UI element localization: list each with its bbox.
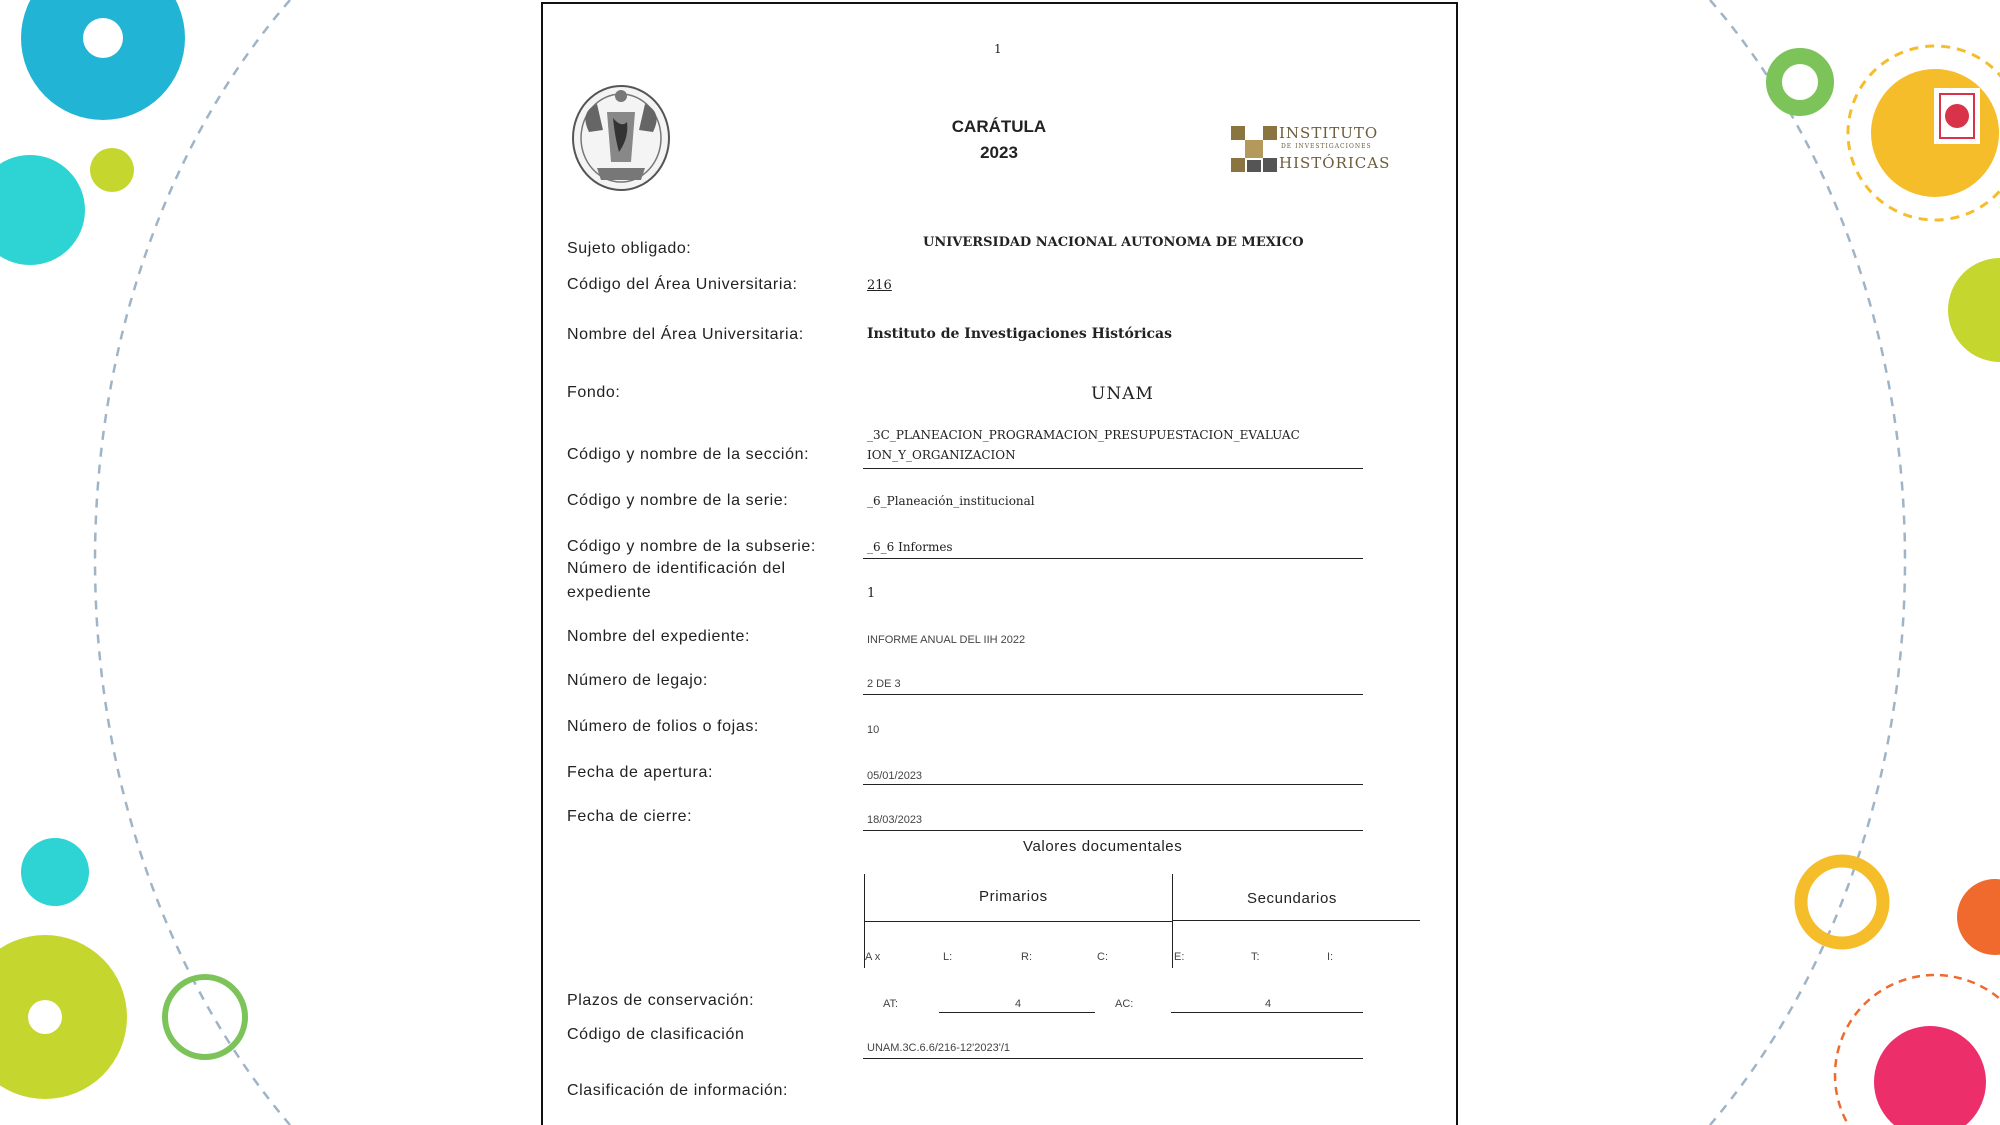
- value-sujeto-obligado: UNIVERSIDAD NACIONAL AUTONOMA DE MEXICO: [923, 235, 1304, 250]
- label-nombre-expediente: Nombre del expediente:: [567, 628, 751, 645]
- label-fondo: Fondo:: [567, 384, 621, 401]
- value-codigo-seccion-1: _3C_PLANEACION_PROGRAMACION_PRESUPUESTACION_EVALUAC: [867, 428, 1300, 442]
- label-sujeto-obligado: Sujeto obligado:: [567, 240, 692, 257]
- label-numero-folios: Número de folios o fojas:: [567, 718, 759, 735]
- value-numero-identificacion: 1: [867, 586, 876, 601]
- valores-col-t: T:: [1251, 951, 1260, 963]
- value-numero-folios: 10: [867, 724, 880, 736]
- label-codigo-serie: Código y nombre de la serie:: [567, 492, 789, 509]
- value-nombre-area: Instituto de Investigaciones Históricas: [867, 326, 1173, 342]
- iih-logo: [1229, 122, 1389, 178]
- plazos-ac-label: AC:: [1115, 998, 1134, 1010]
- value-codigo-clasificacion: UNAM.3C.6.6/216-12'2023'/1: [867, 1042, 1011, 1054]
- label-plazos-conservacion: Plazos de conservación:: [567, 992, 755, 1009]
- left-green-ring: [165, 977, 245, 1057]
- plazos-at-value: 4: [1015, 998, 1022, 1010]
- iih-logo-line1: INSTITUTO: [1279, 124, 1379, 142]
- page-number: 1: [994, 42, 1002, 56]
- caratula-document: [541, 2, 1458, 1125]
- valores-primarios-label: Primarios: [979, 888, 1048, 905]
- plazos-at-label: AT:: [883, 998, 899, 1010]
- label-codigo-clasificacion: Código de clasificación: [567, 1026, 745, 1043]
- value-codigo-seccion-2: ION_Y_ORGANIZACION: [867, 448, 1016, 462]
- label-numero-identificacion-2: expediente: [567, 584, 652, 601]
- underline-plazos-at: [939, 1012, 1095, 1013]
- left-blue-circle-hole: [83, 18, 123, 58]
- valores-col-e: E:: [1174, 951, 1185, 963]
- underline-codigo-seccion: [863, 468, 1363, 469]
- valores-col-i: I:: [1327, 951, 1334, 963]
- label-numero-identificacion-1: Número de identificación del: [567, 560, 786, 577]
- label-nombre-area: Nombre del Área Universitaria:: [567, 326, 804, 343]
- caratula-year: 2023: [980, 143, 1018, 162]
- unam-seal-logo: [569, 82, 673, 194]
- value-codigo-serie: _6_Planeación_institucional: [867, 494, 1035, 508]
- iih-logo-line2: DE INVESTIGACIONES: [1281, 143, 1372, 150]
- value-codigo-subserie: _6_6 Informes: [867, 540, 953, 554]
- underline-fecha-apertura: [863, 784, 1363, 785]
- left-lime-dot: [90, 148, 134, 192]
- valores-col-c: C:: [1097, 951, 1108, 963]
- underline-fecha-cierre: [863, 830, 1363, 831]
- valores-col-l: L:: [943, 951, 953, 963]
- right-pink-circle: [1874, 1026, 1986, 1125]
- value-numero-legajo: 2 DE 3: [867, 678, 901, 690]
- valores-secundarios-rule: [1172, 920, 1420, 921]
- right-orange-circle: [1957, 879, 2000, 955]
- label-codigo-subserie: Código y nombre de la subserie:: [567, 538, 816, 555]
- label-codigo-seccion: Código y nombre de la sección:: [567, 446, 810, 463]
- value-codigo-area: 216: [867, 278, 892, 293]
- value-fecha-apertura: 05/01/2023: [867, 770, 923, 782]
- valores-divider: [1172, 874, 1173, 968]
- left-lime-big-circle-hole: [28, 1000, 62, 1034]
- underline-numero-legajo: [863, 694, 1363, 695]
- right-lime-circle: [1948, 258, 2000, 362]
- value-nombre-expediente: INFORME ANUAL DEL IIH 2022: [867, 634, 1026, 646]
- left-lime-big-circle: [0, 935, 127, 1099]
- valores-primarios-rule: [864, 921, 1172, 922]
- valores-documentales-title: Valores documentales: [1023, 838, 1183, 855]
- value-fecha-cierre: 18/03/2023: [867, 814, 923, 826]
- valores-col-r: R:: [1021, 951, 1032, 963]
- plazos-ac-value: 4: [1265, 998, 1272, 1010]
- iih-logo-mark: [1229, 124, 1279, 174]
- valores-col-a: A x: [865, 951, 881, 963]
- right-dashed-arc: [1710, 0, 1905, 1125]
- iih-logo-line3: HISTÓRICAS: [1279, 154, 1391, 172]
- valores-secundarios-label: Secundarios: [1247, 890, 1337, 907]
- right-green-ring: [1774, 56, 1826, 108]
- left-cyan-circle: [0, 155, 85, 265]
- underline-plazos-ac: [1171, 1012, 1363, 1013]
- underline-codigo-subserie: [863, 558, 1363, 559]
- label-fecha-cierre: Fecha de cierre:: [567, 808, 693, 825]
- label-fecha-apertura: Fecha de apertura:: [567, 764, 713, 781]
- label-numero-legajo: Número de legajo:: [567, 672, 708, 689]
- label-clasificacion-informacion: Clasificación de información:: [567, 1082, 789, 1099]
- value-fondo: UNAM: [1091, 384, 1154, 404]
- left-cyan-small-circle: [21, 838, 89, 906]
- label-codigo-area: Código del Área Universitaria:: [567, 276, 798, 293]
- underline-codigo-clasificacion: [863, 1058, 1363, 1059]
- caratula-title: CARÁTULA: [951, 117, 1047, 136]
